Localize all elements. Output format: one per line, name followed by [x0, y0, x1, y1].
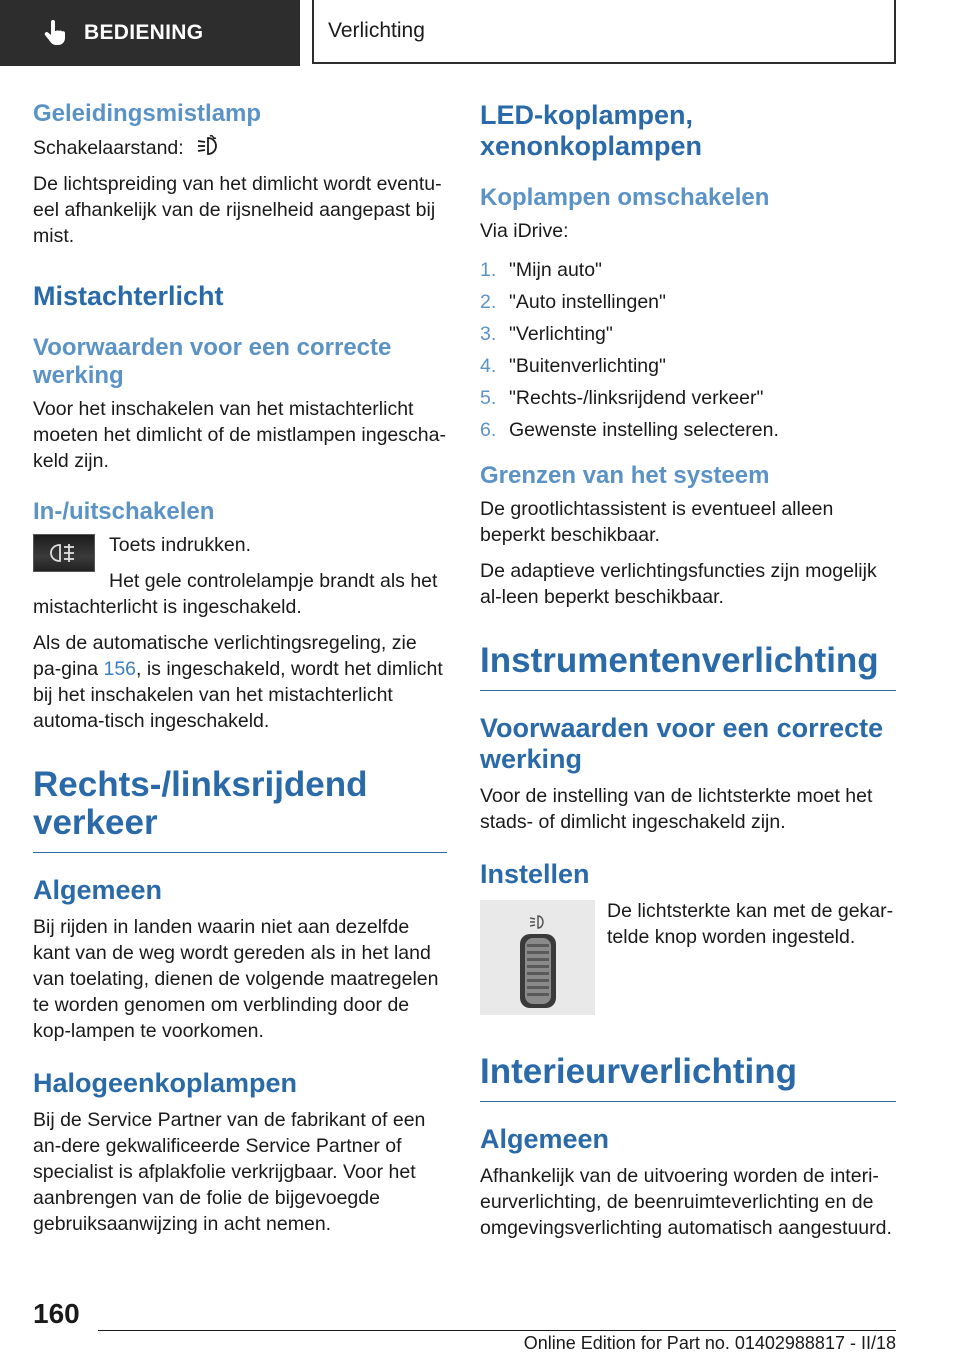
- page-number: 160: [33, 1298, 80, 1329]
- list-item: [480, 414, 896, 446]
- step-number: 1.: [480, 259, 497, 281]
- instrument-heading: Instrumentenverlichting: [480, 642, 896, 691]
- inuit-text-2: Het gele controlelampje brandt als het mistachterlicht is ingeschakeld.: [33, 570, 438, 618]
- right-column: [480, 100, 896, 1251]
- step-text: "Buitenverlichting": [509, 355, 666, 377]
- voorwaarden2-text: Voor de instelling van de lichtsterkte moet het stads- of dimlicht ingeschakeld zijn.: [480, 785, 873, 833]
- step-number: 2.: [480, 291, 497, 313]
- inuit-text-1: Toets indrukken.: [109, 534, 251, 556]
- rechts-heading: Rechts-/linksrijdend verkeer: [33, 766, 447, 853]
- auto-text-b: , is ingeschakeld, wordt het dimlicht bij het inschakelen van het mistachterlicht automa-tisch ingeschakeld.: [33, 658, 443, 732]
- idrive-steps: [480, 254, 896, 446]
- algemeen2-text: Afhankelijk van de uitvoering worden de interi-eurverlichting, de beenruimteverlichting en de omgevingsverlichting automatisch aangestuurd.: [480, 1165, 892, 1239]
- left-column: [33, 100, 447, 1247]
- grenzen-text-2: De adaptieve verlichtingsfuncties zijn mogelijk al-leen beperkt beschikbaar.: [480, 560, 877, 608]
- section-tab: [0, 0, 300, 66]
- geleiding-switch-line: [33, 134, 447, 161]
- via-idrive: Via iDrive:: [480, 220, 569, 242]
- auto-text-a: Als de automatische verlichtingsregeling, zie pa-gina: [33, 632, 417, 680]
- geleiding-heading: Geleidingsmistlamp: [33, 100, 262, 127]
- list-item: [480, 382, 896, 414]
- step-number: 3.: [480, 323, 497, 345]
- fog-lamp-icon: [195, 134, 221, 158]
- grenzen-text-1: De grootlichtassistent is eventueel alleen beperkt beschikbaar.: [480, 498, 834, 546]
- grenzen-heading: Grenzen van het systeem: [480, 462, 770, 489]
- algemeen-text: Bij rijden in landen waarin niet aan dezelfde kant van de weg wordt gereden als in het land van toelating, dienen de volgende maatregelen te worden genomen om verblinding door de kop-lampen te voorkomen.: [33, 916, 439, 1042]
- chapter-header: [312, 0, 896, 64]
- chapter-label: Verlichting: [328, 19, 425, 42]
- voorwaarden-heading: Voorwaarden voor een correcte werking: [33, 334, 392, 389]
- omschakelen-heading: Koplampen omschakelen: [480, 184, 770, 211]
- halogeen-heading: Halogeenkoplampen: [33, 1068, 298, 1098]
- voorwaarden-text: Voor het inschakelen van het mistachterlicht moeten het dimlicht of de mistlampen ingescha-keld zijn.: [33, 398, 446, 472]
- instellen-text: De lichtsterkte kan met de gekar-telde knop worden ingesteld.: [607, 900, 894, 948]
- switch-position-label: Schakelaarstand:: [33, 137, 184, 159]
- step-number: 6.: [480, 419, 497, 441]
- dimmer-wheel-icon: [480, 900, 595, 1015]
- edition-text: Online Edition for Part no. 01402988817 - II/18: [523, 1333, 896, 1353]
- instellen-heading: Instellen: [480, 859, 590, 889]
- step-text: Gewenste instelling selecteren.: [509, 419, 779, 441]
- geleiding-text: De lichtspreiding van het dimlicht wordt eventu-eel afhankelijk van de rijsnelheid aangepast bij mist.: [33, 173, 442, 247]
- list-item: [480, 350, 896, 382]
- voorwaarden2-heading: Voorwaarden voor een correcte werking: [480, 713, 884, 774]
- step-text: "Verlichting": [509, 323, 613, 345]
- step-text: "Rechts-/linksrijdend verkeer": [509, 387, 764, 409]
- halogeen-text: Bij de Service Partner van de fabrikant of een an-dere gekwalificeerde Service Partner of specialist is afplakfolie verkrijgbaar. Voor het aanbrengen van de folie de bijgevoegde gebruiksaanwijzing in acht nemen.: [33, 1109, 426, 1235]
- led-heading: LED-koplampen, xenonkoplampen: [480, 100, 703, 161]
- inuit-heading: In-/uitschakelen: [33, 498, 215, 525]
- step-number: 5.: [480, 387, 497, 409]
- list-item: [480, 286, 896, 318]
- page-link-156[interactable]: 156: [103, 658, 137, 680]
- list-item: [480, 318, 896, 350]
- algemeen-heading: Algemeen: [33, 875, 163, 905]
- section-label: BEDIENING: [84, 21, 204, 44]
- rear-fog-light-button-icon: [33, 534, 95, 572]
- footer-divider: [98, 1330, 896, 1331]
- instellen-block: [480, 898, 896, 950]
- step-text: "Auto instellingen": [509, 291, 666, 313]
- inuit-block: [33, 532, 447, 620]
- list-item: [480, 254, 896, 286]
- step-number: 4.: [480, 355, 497, 377]
- hand-pointer-icon: [44, 20, 66, 46]
- mistachter-heading: Mistachterlicht: [33, 281, 224, 311]
- auto-text: [33, 630, 447, 734]
- interieur-heading: Interieurverlichting: [480, 1053, 896, 1102]
- step-text: "Mijn auto": [509, 259, 602, 281]
- algemeen2-heading: Algemeen: [480, 1124, 610, 1154]
